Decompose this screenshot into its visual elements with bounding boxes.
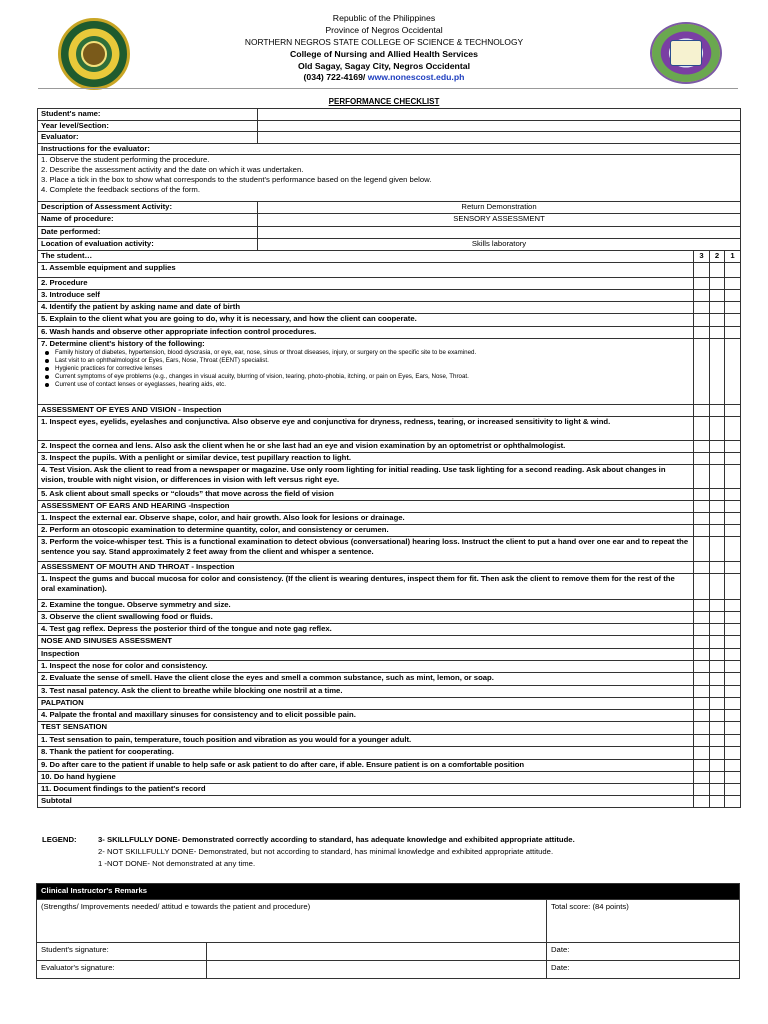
score-1-box[interactable] — [725, 784, 741, 796]
score-2-box[interactable] — [710, 649, 725, 661]
score-1-box[interactable] — [725, 710, 741, 722]
student-column-header: The student… — [38, 251, 694, 263]
score-2-header: 2 — [710, 251, 725, 263]
date-performed-field[interactable] — [258, 227, 741, 239]
step-identify-patient: 4. Identify the patient by asking name and date of birth — [38, 302, 694, 314]
evaluator-date-field[interactable] — [547, 961, 740, 979]
score-1-box[interactable] — [725, 537, 741, 562]
score-3-box[interactable] — [694, 673, 710, 686]
instructions-list — [38, 155, 741, 202]
remarks-field[interactable] — [37, 900, 547, 943]
procedure-name-value: SENSORY ASSESSMENT — [258, 214, 741, 227]
step-introduce-self: 3. Introduce self — [38, 290, 694, 302]
history-bullet-symptoms: Current symptoms of eye problems (e.g., changes in visual acuity, blurring of vision, tearing, photo-phobia, itching, or pain on Eyes, Ears, Nose, Throat. — [41, 373, 690, 381]
score-2-box[interactable] — [710, 441, 725, 453]
score-2-box[interactable] — [710, 290, 725, 302]
score-1-box[interactable] — [725, 405, 741, 417]
score-1-header: 1 — [725, 251, 741, 263]
history-bullet-last-visit: Last visit to an ophthalmologist or Eyes, Ears, Nose, Throat (EENT) specialist. — [41, 357, 690, 365]
score-2-box[interactable] — [710, 698, 725, 710]
nose-step-2: 2. Evaluate the sense of smell. Have the client close the eyes and smell a common substance, such as mint, lemon, or soap. — [38, 673, 694, 686]
score-3-box[interactable] — [694, 661, 710, 673]
score-1-box[interactable] — [725, 698, 741, 710]
score-1-box[interactable] — [725, 501, 741, 513]
score-1-box[interactable] — [725, 649, 741, 661]
instruction-2: 2. Describe the assessment activity and the date on which it was undertaken. — [41, 165, 304, 174]
subtotal-2-box[interactable] — [710, 796, 725, 808]
score-3-box[interactable] — [694, 327, 710, 339]
score-3-box[interactable] — [694, 698, 710, 710]
instruction-3: 3. Place a tick in the box to show what corresponds to the student's performance based on the legend given below. — [41, 175, 432, 184]
total-score-label: Total score: (84 points) — [551, 902, 629, 911]
history-bullet-current-use: Current use of contact lenses or eyeglasses, hearing aids, etc. — [41, 381, 690, 389]
header-line-province: Province of Negros Occidental — [325, 25, 443, 35]
score-3-box[interactable] — [694, 314, 710, 327]
score-2-box[interactable] — [710, 263, 725, 278]
year-level-field[interactable] — [258, 120, 741, 132]
legend-skillfully-done: 3- SKILLFULLY DONE- Demonstrated correctly according to standard, has adequate knowledge and exhibited appropriate attitude. — [98, 835, 575, 844]
header-phone: (034) 722-4169/ — [303, 72, 368, 82]
score-3-box[interactable] — [694, 574, 710, 600]
score-2-box[interactable] — [710, 278, 725, 290]
score-1-box[interactable] — [725, 760, 741, 772]
score-3-box[interactable] — [694, 735, 710, 747]
score-2-box[interactable] — [710, 624, 725, 636]
score-2-box[interactable] — [710, 562, 725, 574]
score-1-box[interactable] — [725, 525, 741, 537]
student-signature-label: Student's signature: — [37, 943, 207, 961]
score-2-box[interactable] — [710, 784, 725, 796]
score-2-box[interactable] — [710, 600, 725, 612]
score-3-box[interactable] — [694, 339, 710, 405]
step-document-findings: 11. Document findings to the patient's record — [38, 784, 694, 796]
score-3-box[interactable] — [694, 263, 710, 278]
eyes-step-5: 5. Ask client about small specks or “clouds” that move across the field of vision — [38, 489, 694, 501]
step-wash-hands: 6. Wash hands and observe other appropriate infection control procedures. — [38, 327, 694, 339]
performance-checklist-table — [37, 108, 741, 808]
student-date-label: Date: — [551, 945, 570, 954]
score-1-box[interactable] — [725, 624, 741, 636]
subtotal-1-box[interactable] — [725, 796, 741, 808]
evaluator-field[interactable] — [258, 132, 741, 144]
location-value: Skills laboratory — [258, 239, 741, 251]
score-2-box[interactable] — [710, 405, 725, 417]
score-2-box[interactable] — [710, 314, 725, 327]
score-2-box[interactable] — [710, 501, 725, 513]
evaluator-signature-field[interactable] — [207, 961, 547, 979]
step-assemble-equipment: 1. Assemble equipment and supplies — [38, 263, 694, 278]
score-3-box[interactable] — [694, 302, 710, 314]
score-3-box[interactable] — [694, 772, 710, 784]
score-1-box[interactable] — [725, 747, 741, 760]
score-2-box[interactable] — [710, 465, 725, 489]
score-1-box[interactable] — [725, 339, 741, 405]
score-3-box[interactable] — [694, 649, 710, 661]
score-2-box[interactable] — [710, 772, 725, 784]
step-client-history — [38, 339, 694, 405]
score-2-box[interactable] — [710, 525, 725, 537]
description-label: Description of Assessment Activity: — [38, 202, 258, 214]
score-3-box[interactable] — [694, 465, 710, 489]
score-2-box[interactable] — [710, 722, 725, 735]
mouth-step-1: 1. Inspect the gums and buccal mucosa for color and consistency. (If the client is wearing dentures, inspect them for fit. Then ask the client to remove them for the rest of the oral examination). — [38, 574, 694, 600]
score-3-box[interactable] — [694, 600, 710, 612]
description-value: Return Demonstration — [258, 202, 741, 214]
score-1-box[interactable] — [725, 636, 741, 649]
score-1-box[interactable] — [725, 735, 741, 747]
document-header — [0, 0, 768, 95]
eyes-step-4: 4. Test Vision. Ask the client to read from a newspaper or magazine. Use only room lighting for initial reading. Use task lighting for a second reading. Ask about changes in vision, trouble with night vision, or differences in vision with left versus right eye. — [38, 465, 694, 489]
score-2-box[interactable] — [710, 489, 725, 501]
score-2-box[interactable] — [710, 537, 725, 562]
ears-step-3: 3. Perform the voice-whisper test. This is a functional examination to detect obvious (conversational) hearing loss. Instruct the client to put a hand over one ear and to repeat the sentence you say. Stand approximately 2 feet away from the client and whisper a sentence. — [38, 537, 694, 562]
score-2-box[interactable] — [710, 636, 725, 649]
score-2-box[interactable] — [710, 574, 725, 600]
score-2-box[interactable] — [710, 513, 725, 525]
evaluator-signature-label: Evaluator's signature: — [37, 961, 207, 979]
score-1-box[interactable] — [725, 290, 741, 302]
step-hand-hygiene: 10. Do hand hygiene — [38, 772, 694, 784]
score-3-box[interactable] — [694, 784, 710, 796]
score-2-box[interactable] — [710, 302, 725, 314]
score-1-box[interactable] — [725, 489, 741, 501]
location-label: Location of evaluation activity: — [38, 239, 258, 251]
score-2-box[interactable] — [710, 735, 725, 747]
score-3-box[interactable] — [694, 489, 710, 501]
score-2-box[interactable] — [710, 673, 725, 686]
mouth-step-3: 3. Observe the client swallowing food or fluids. — [38, 612, 694, 624]
score-3-box[interactable] — [694, 686, 710, 698]
score-3-box[interactable] — [694, 453, 710, 465]
score-2-box[interactable] — [710, 747, 725, 760]
score-3-box[interactable] — [694, 525, 710, 537]
score-2-box[interactable] — [710, 453, 725, 465]
eyes-section-heading: ASSESSMENT OF EYES AND VISION - Inspection — [38, 405, 694, 417]
score-1-box[interactable] — [725, 327, 741, 339]
ears-step-1: 1. Inspect the external ear. Observe shape, color, and hair growth. Also look for lesions or drainage. — [38, 513, 694, 525]
remarks-prompt: (Strengths/ Improvements needed/ attitud e towards the patient and procedure) — [41, 902, 311, 911]
score-2-box[interactable] — [710, 339, 725, 405]
score-1-box[interactable] — [725, 278, 741, 290]
score-3-box[interactable] — [694, 501, 710, 513]
clinical-instructor-remarks-table — [36, 883, 740, 979]
remarks-heading: Clinical Instructor's Remarks — [37, 884, 740, 900]
header-divider — [38, 88, 738, 89]
procedure-name-label: Name of procedure: — [38, 214, 258, 227]
mouth-step-4: 4. Test gag reflex. Depress the posterior third of the tongue and note gag reflex. — [38, 624, 694, 636]
score-1-box[interactable] — [725, 453, 741, 465]
year-level-label: Year level/Section: — [38, 120, 258, 132]
eyes-step-3: 3. Inspect the pupils. With a penlight or similar device, test pupillary reaction to light. — [38, 453, 694, 465]
score-1-box[interactable] — [725, 612, 741, 624]
header-line-address: Old Sagay, Sagay City, Negros Occidental — [297, 61, 471, 71]
score-1-box[interactable] — [725, 465, 741, 489]
step-procedure: 2. Procedure — [38, 278, 694, 290]
eyes-step-1: 1. Inspect eyes, eyelids, eyelashes and conjunctiva. Also observe eye and conjunctiva for dryness, redness, tearing, or increased sensitivity to light & wind. — [38, 417, 694, 441]
score-1-box[interactable] — [725, 263, 741, 278]
score-1-box[interactable] — [725, 441, 741, 453]
instruction-1: 1. Observe the student performing the procedure. — [41, 155, 210, 164]
subtotal-label: Subtotal — [38, 796, 694, 808]
header-line-republic: Republic of the Philippines — [332, 13, 436, 23]
eyes-step-2: 2. Inspect the cornea and lens. Also ask the client when he or she last had an eye and vision examination by an optometrist or ophthalmologist. — [38, 441, 694, 453]
page-title: PERFORMANCE CHECKLIST — [328, 97, 440, 106]
history-bullet-family: Family history of diabetes, hypertension, blood dyscrasia, or eye, ear, nose, sinus or throat diseases, injury, or surgery on the specific site to be examined. — [41, 349, 690, 357]
date-performed-label: Date performed: — [38, 227, 258, 239]
step-after-care: 9. Do after care to the patient if unable to help safe or ask patient to do after care, if able. Ensure patient is on a comfortable position — [38, 760, 694, 772]
students-name-field[interactable] — [258, 109, 741, 121]
step-explain-to-client: 5. Explain to the client what you are going to do, why it is necessary, and how the client can cooperate. — [38, 314, 694, 327]
score-1-box[interactable] — [725, 661, 741, 673]
score-1-box[interactable] — [725, 562, 741, 574]
nose-palpation-subheading: PALPATION — [38, 698, 694, 710]
score-2-box[interactable] — [710, 417, 725, 441]
score-3-box[interactable] — [694, 513, 710, 525]
header-line-college: NORTHERN NEGROS STATE COLLEGE OF SCIENCE & TECHNOLOGY — [244, 37, 524, 47]
history-bullet-hygiene: Hygienic practices for corrective lenses — [41, 365, 690, 373]
score-3-header: 3 — [694, 251, 710, 263]
score-3-box[interactable] — [694, 747, 710, 760]
score-1-box[interactable] — [725, 574, 741, 600]
score-3-box[interactable] — [694, 441, 710, 453]
score-3-box[interactable] — [694, 636, 710, 649]
ears-step-2: 2. Perform an otoscopic examination to determine quantity, color, and consistency or cerumen. — [38, 525, 694, 537]
nose-step-3: 3. Test nasal patency. Ask the client to breathe while blocking one nostril at a time. — [38, 686, 694, 698]
score-2-box[interactable] — [710, 661, 725, 673]
sensation-step-1: 1. Test sensation to pain, temperature, touch position and vibration as you would for a younger adult. — [38, 735, 694, 747]
student-date-field[interactable] — [547, 943, 740, 961]
score-1-box[interactable] — [725, 417, 741, 441]
score-3-box[interactable] — [694, 278, 710, 290]
score-3-box[interactable] — [694, 405, 710, 417]
score-3-box[interactable] — [694, 612, 710, 624]
total-score-field[interactable] — [547, 900, 740, 943]
score-3-box[interactable] — [694, 290, 710, 302]
score-1-box[interactable] — [725, 513, 741, 525]
mouth-step-2: 2. Examine the tongue. Observe symmetry and size. — [38, 600, 694, 612]
score-2-box[interactable] — [710, 760, 725, 772]
nose-step-1: 1. Inspect the nose for color and consistency. — [38, 661, 694, 673]
score-3-box[interactable] — [694, 710, 710, 722]
score-3-box[interactable] — [694, 624, 710, 636]
score-1-box[interactable] — [725, 600, 741, 612]
score-1-box[interactable] — [725, 314, 741, 327]
step-thank-patient: 8. Thank the patient for cooperating. — [38, 747, 694, 760]
sensation-section-heading: TEST SENSATION — [38, 722, 694, 735]
step-client-history-label: 7. Determine client's history of the following: — [41, 339, 205, 348]
score-3-box[interactable] — [694, 562, 710, 574]
mouth-section-heading: ASSESSMENT OF MOUTH AND THROAT - Inspection — [38, 562, 694, 574]
score-2-box[interactable] — [710, 612, 725, 624]
ears-section-heading: ASSESSMENT OF EARS AND HEARING -Inspection — [38, 501, 694, 513]
header-line-department: College of Nursing and Allied Health Services — [290, 49, 478, 59]
header-website-link[interactable]: www.nonescost.edu.ph — [367, 72, 465, 82]
legend-not-skillfully-done: 2- NOT SKILLFULLY DONE- Demonstrated, but not according to standard, has minimal knowledge and exhibited appropriate attitude. — [98, 847, 554, 856]
score-1-box[interactable] — [725, 686, 741, 698]
instruction-4: 4. Complete the feedback sections of the form. — [41, 185, 200, 194]
legend-not-done: 1 -NOT DONE- Not demonstrated at any time. — [98, 859, 256, 868]
legend-label: LEGEND: — [42, 835, 77, 844]
score-2-box[interactable] — [710, 710, 725, 722]
score-1-box[interactable] — [725, 673, 741, 686]
score-3-box[interactable] — [694, 417, 710, 441]
score-1-box[interactable] — [725, 722, 741, 735]
score-1-box[interactable] — [725, 302, 741, 314]
score-2-box[interactable] — [710, 327, 725, 339]
score-3-box[interactable] — [694, 722, 710, 735]
score-1-box[interactable] — [725, 772, 741, 784]
student-signature-field[interactable] — [207, 943, 547, 961]
nose-section-heading: NOSE AND SINUSES ASSESSMENT — [38, 636, 694, 649]
nose-step-4: 4. Palpate the frontal and maxillary sinuses for consistency and to elicit possible pain. — [38, 710, 694, 722]
evaluator-date-label: Date: — [551, 963, 570, 972]
evaluator-label: Evaluator: — [38, 132, 258, 144]
header-line-contact — [0, 72, 768, 84]
score-3-box[interactable] — [694, 760, 710, 772]
students-name-label: Student's name: — [38, 109, 258, 121]
nose-inspection-subheading: Inspection — [38, 649, 694, 661]
instructions-heading: Instructions for the evaluator: — [38, 143, 741, 155]
subtotal-3-box[interactable] — [694, 796, 710, 808]
score-3-box[interactable] — [694, 537, 710, 562]
score-2-box[interactable] — [710, 686, 725, 698]
